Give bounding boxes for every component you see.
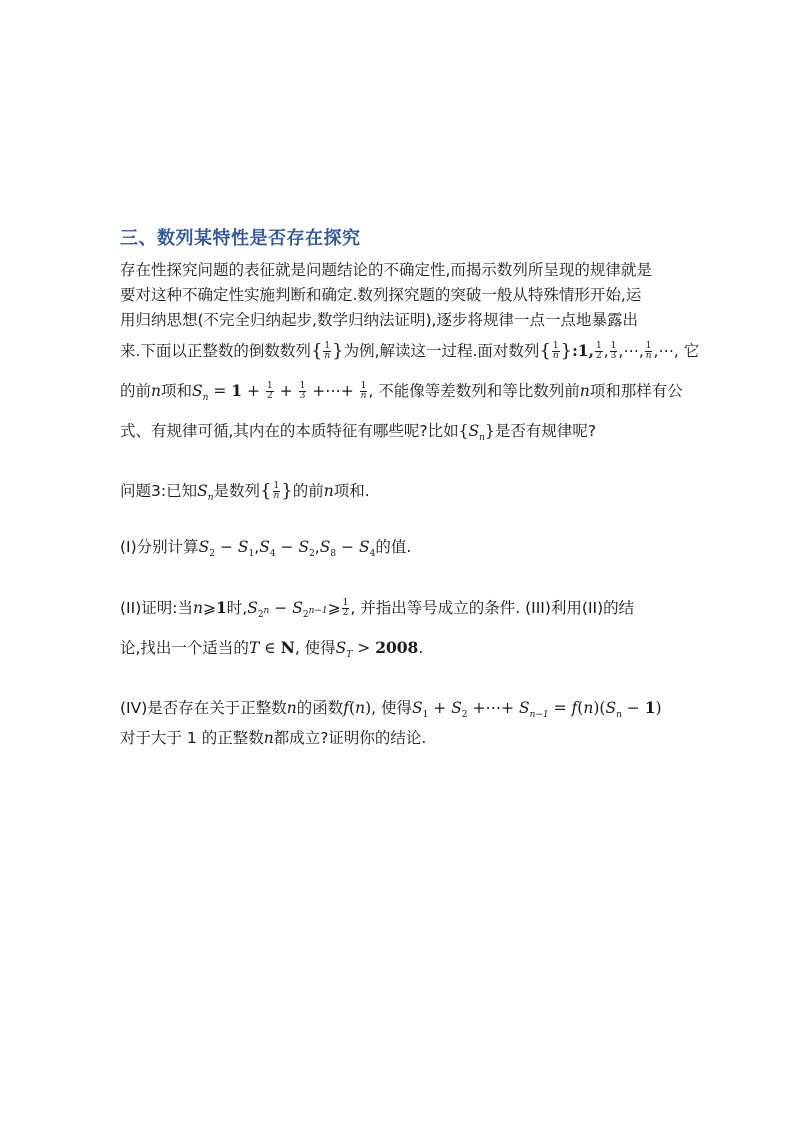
problem-part-2: (II)证明:当n⩾1时$,S_{2^n}$ − $S_{2^{n-1}}⩾$ $\frac{1}{2}$ , 并指出等号成立的条件. (III)利用(II)的结 论,找出一个适当的T ∈ N, 使得$S_T > 2008$. — [120, 598, 635, 661]
problem-part-1: (I)分别计算$S_2 - S_1,S_4 - S_2,S_8 - S_4$的值. — [120, 538, 412, 560]
intro-line-5: 的前n项和$S_n = 1$ + $\frac{1}{2}$ + $\frac{1}{3}$ +⋯+ $\frac{1}{n}$ , 不能像等差数列和等比数列前n项和那样有公 — [120, 381, 683, 404]
intro-line-6: 式、有规律可循,其内在的本质特征有哪些呢?比如$\{S_n\}$是否有规律呢? — [120, 422, 597, 444]
intro-line-4: 来.下面以正整数的倒数数列{ $\frac{1}{n}$ }为例,解读这一过程.面对数列{ $\frac{1}{n}$ }:1, $\frac{1}{2}$ , $\frac{1}{3}$ ,⋯, $\frac{1}{n}$ ,⋯, 它 — [120, 340, 700, 362]
intro-line-3: 用归纳思想(不完全归纳起步,数学归纳法证明),逐步将规律一点一点地暴露出 — [120, 311, 638, 329]
section-heading: 三、数列某特性是否存在探究 — [120, 228, 361, 249]
intro-line-2: 要对这种不确定性实施判断和确定.数列探究题的突破一般从特殊情形开始,运 — [120, 286, 642, 304]
intro-line-1: 存在性探究问题的表征就是问题结论的不确定性,而揭示数列所呈现的规律就是 — [120, 261, 652, 279]
problem-statement: 问题3:已知$S_n$是数列{ $\frac{1}{n}$ }的前n项和. — [120, 480, 370, 504]
fraction-1-over-n: $\frac{1}{n}$ — [324, 341, 331, 361]
problem-part-4: (IV)是否存在关于正整数n的函数f(n), 使得$S_1 + S_2$ +⋯+ $S_{n-1} = f(n)(S_n - 1)$ 对于大于 1 的正整数n都成立?证明你的结论. — [120, 698, 662, 747]
intro-paragraph — [120, 258, 700, 444]
